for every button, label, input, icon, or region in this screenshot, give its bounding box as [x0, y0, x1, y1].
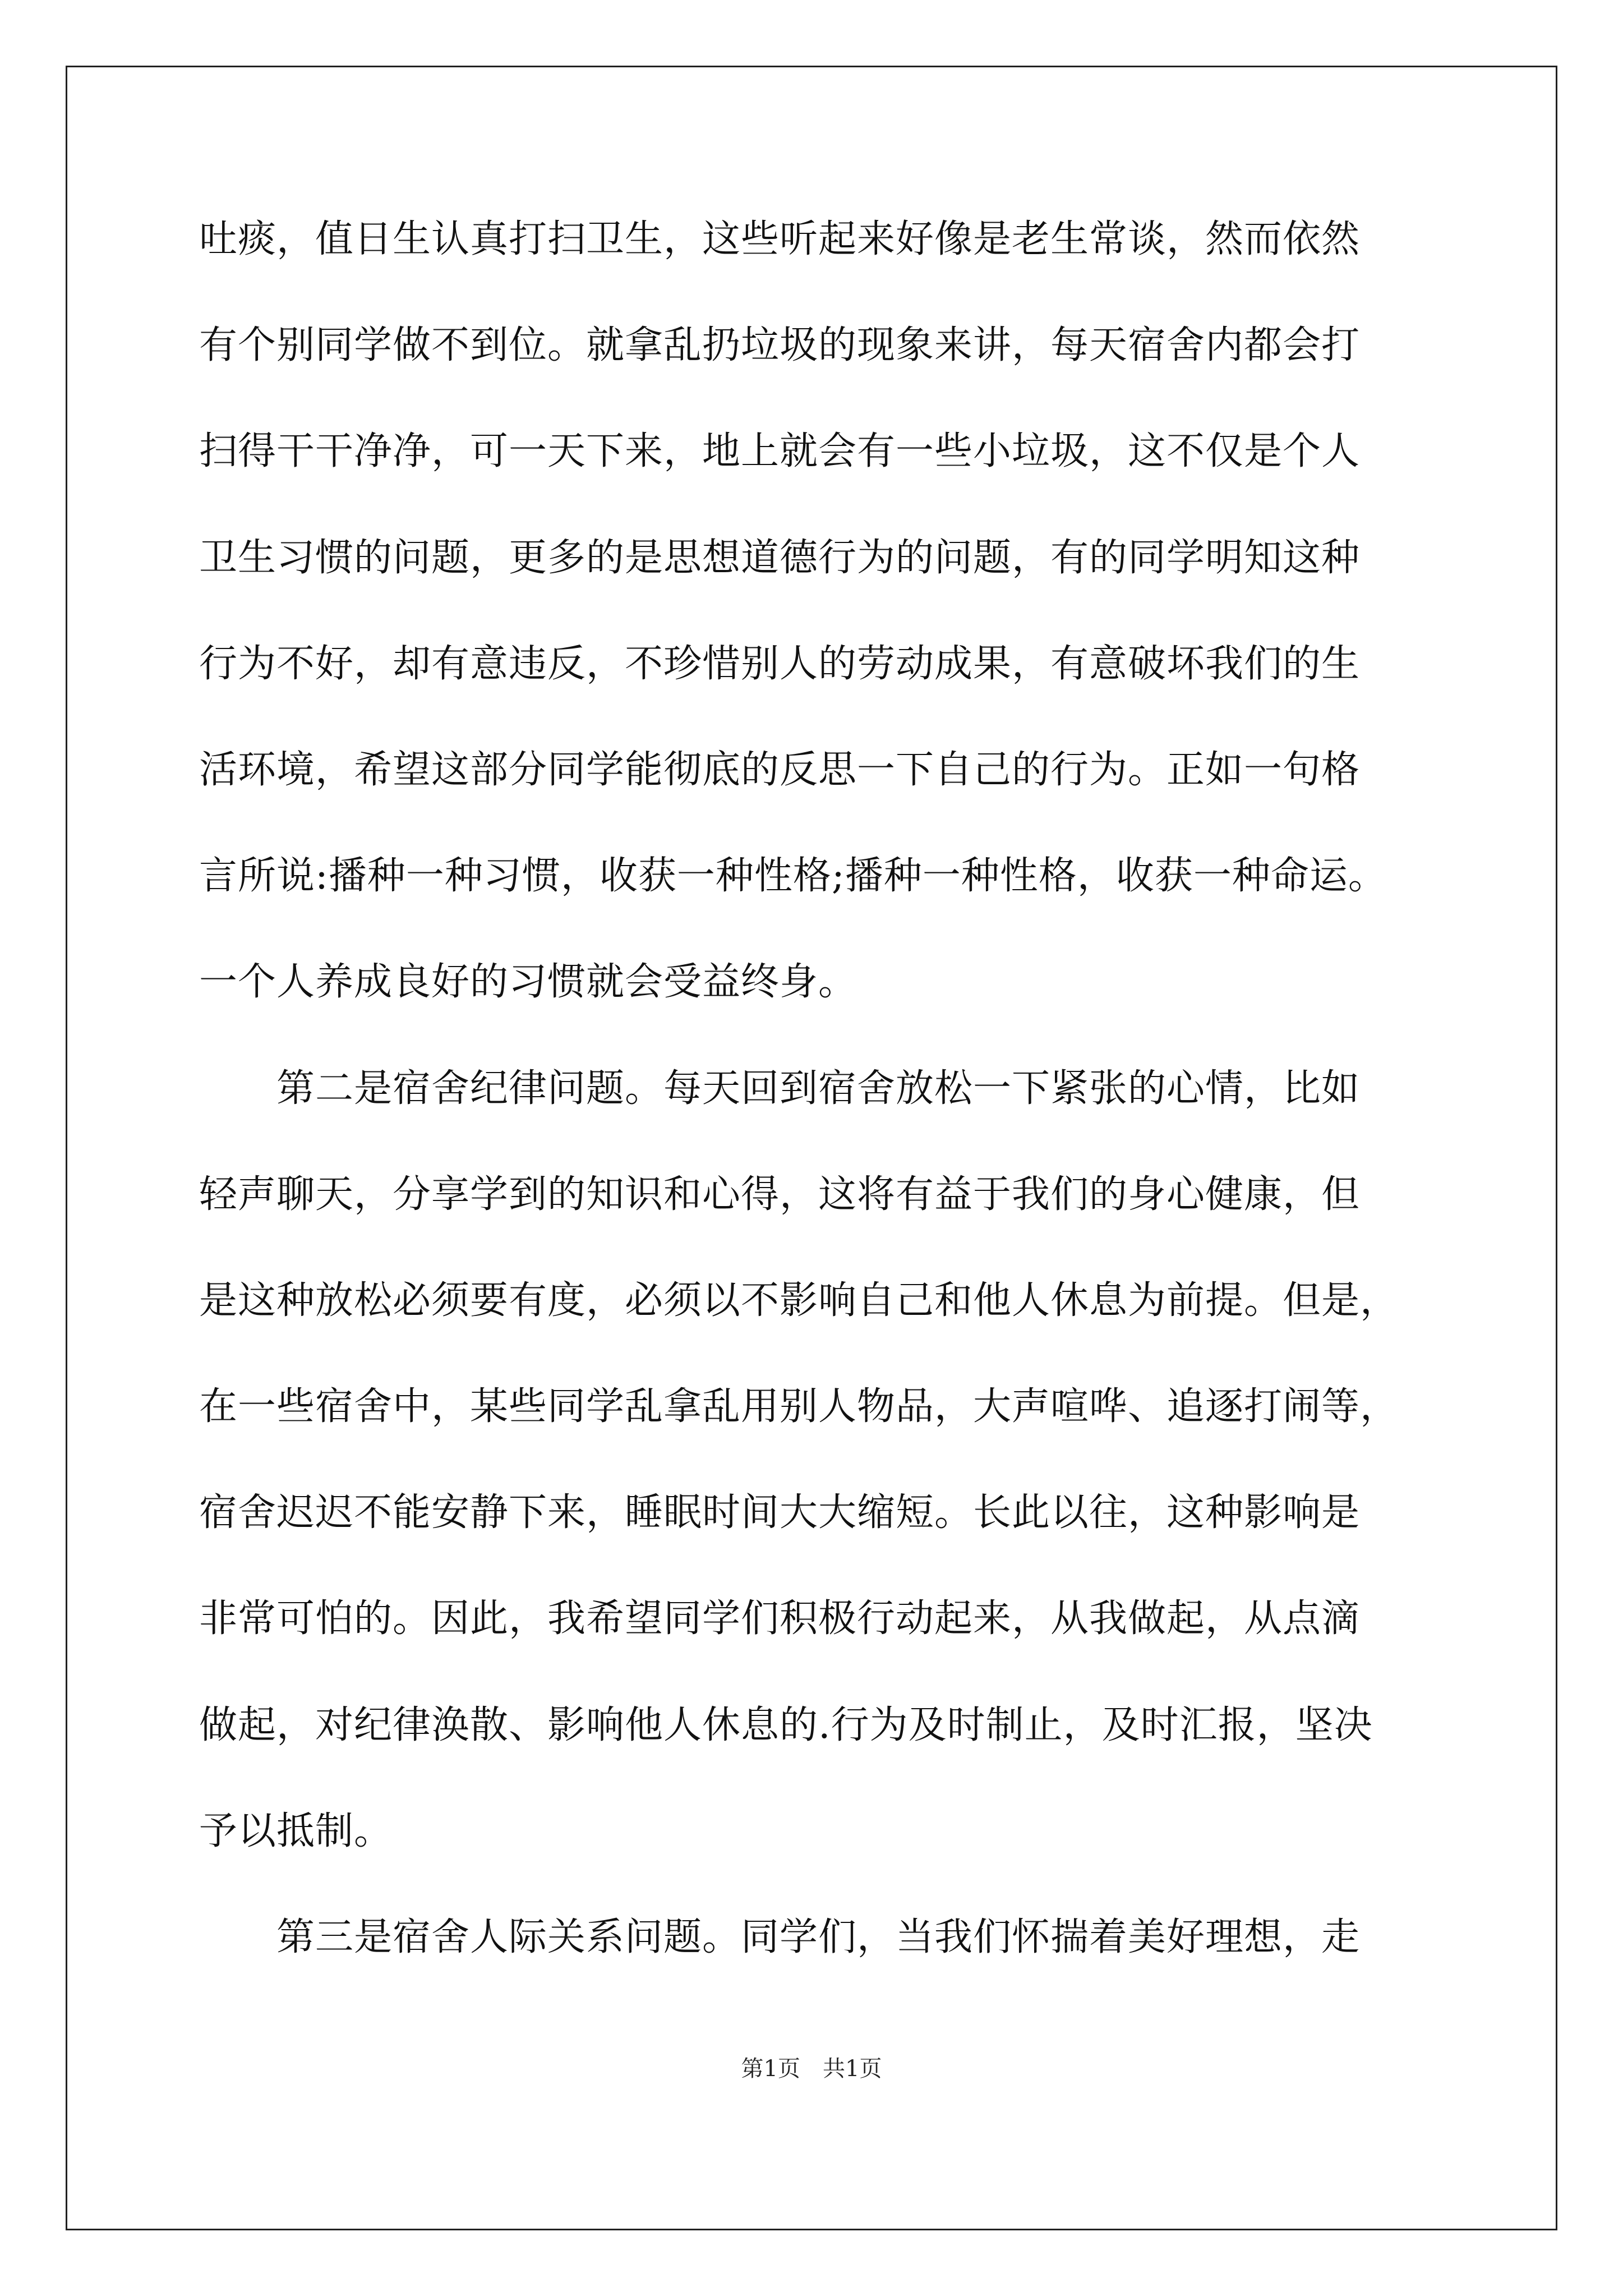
- text-line: 有个别同学做不到位。就拿乱扔垃圾的现象来讲，每天宿舍内都会打: [199, 323, 1361, 368]
- page-footer: 第1页 共1页: [741, 2056, 882, 2082]
- text-line: 非常可怕的。因此，我希望同学们积极行动起来，从我做起，从点滴: [199, 1596, 1361, 1641]
- document-body: [199, 217, 1438, 2024]
- text-line: 轻声聊天，分享学到的知识和心得，这将有益于我们的身心健康，但: [199, 1172, 1361, 1217]
- text-line: 扫得干干净净，可一天下来，地上就会有一些小垃圾，这不仅是个人: [199, 429, 1361, 474]
- text-line: 是这种放松必须要有度，必须以不影响自己和他人休息为前提。但是，: [199, 1278, 1399, 1323]
- text-line: 在一些宿舍中，某些同学乱拿乱用别人物品，大声喧哗、追逐打闹等，: [199, 1384, 1399, 1429]
- text-line: 活环境，希望这部分同学能彻底的反思一下自己的行为。正如一句格: [199, 747, 1361, 792]
- text-line: 予以抵制。: [199, 1809, 393, 1853]
- text-line: 一个人养成良好的习惯就会受益终身。: [199, 960, 857, 1005]
- text-line: 宿舍迟迟不能安静下来，睡眠时间大大缩短。长此以往，这种影响是: [199, 1490, 1361, 1535]
- text-line: 第三是宿舍人际关系问题。同学们，当我们怀揣着美好理想，走: [199, 1915, 1361, 1959]
- text-line: 行为不好，却有意违反，不珍惜别人的劳动成果，有意破坏我们的生: [199, 641, 1361, 686]
- text-line: 言所说:播种一种习惯，收获一种性格;播种一种性格，收获一种命运。: [199, 854, 1387, 899]
- text-line: 做起，对纪律涣散、影响他人休息的.行为及时制止，及时汇报，坚决: [199, 1703, 1373, 1747]
- text-line: 卫生习惯的问题，更多的是思想道德行为的问题，有的同学明知这种: [199, 535, 1361, 580]
- text-line: 第二是宿舍纪律问题。每天回到宿舍放松一下紧张的心情，比如: [199, 1066, 1361, 1111]
- text-line: 吐痰，值日生认真打扫卫生，这些听起来好像是老生常谈，然而依然: [199, 217, 1361, 261]
